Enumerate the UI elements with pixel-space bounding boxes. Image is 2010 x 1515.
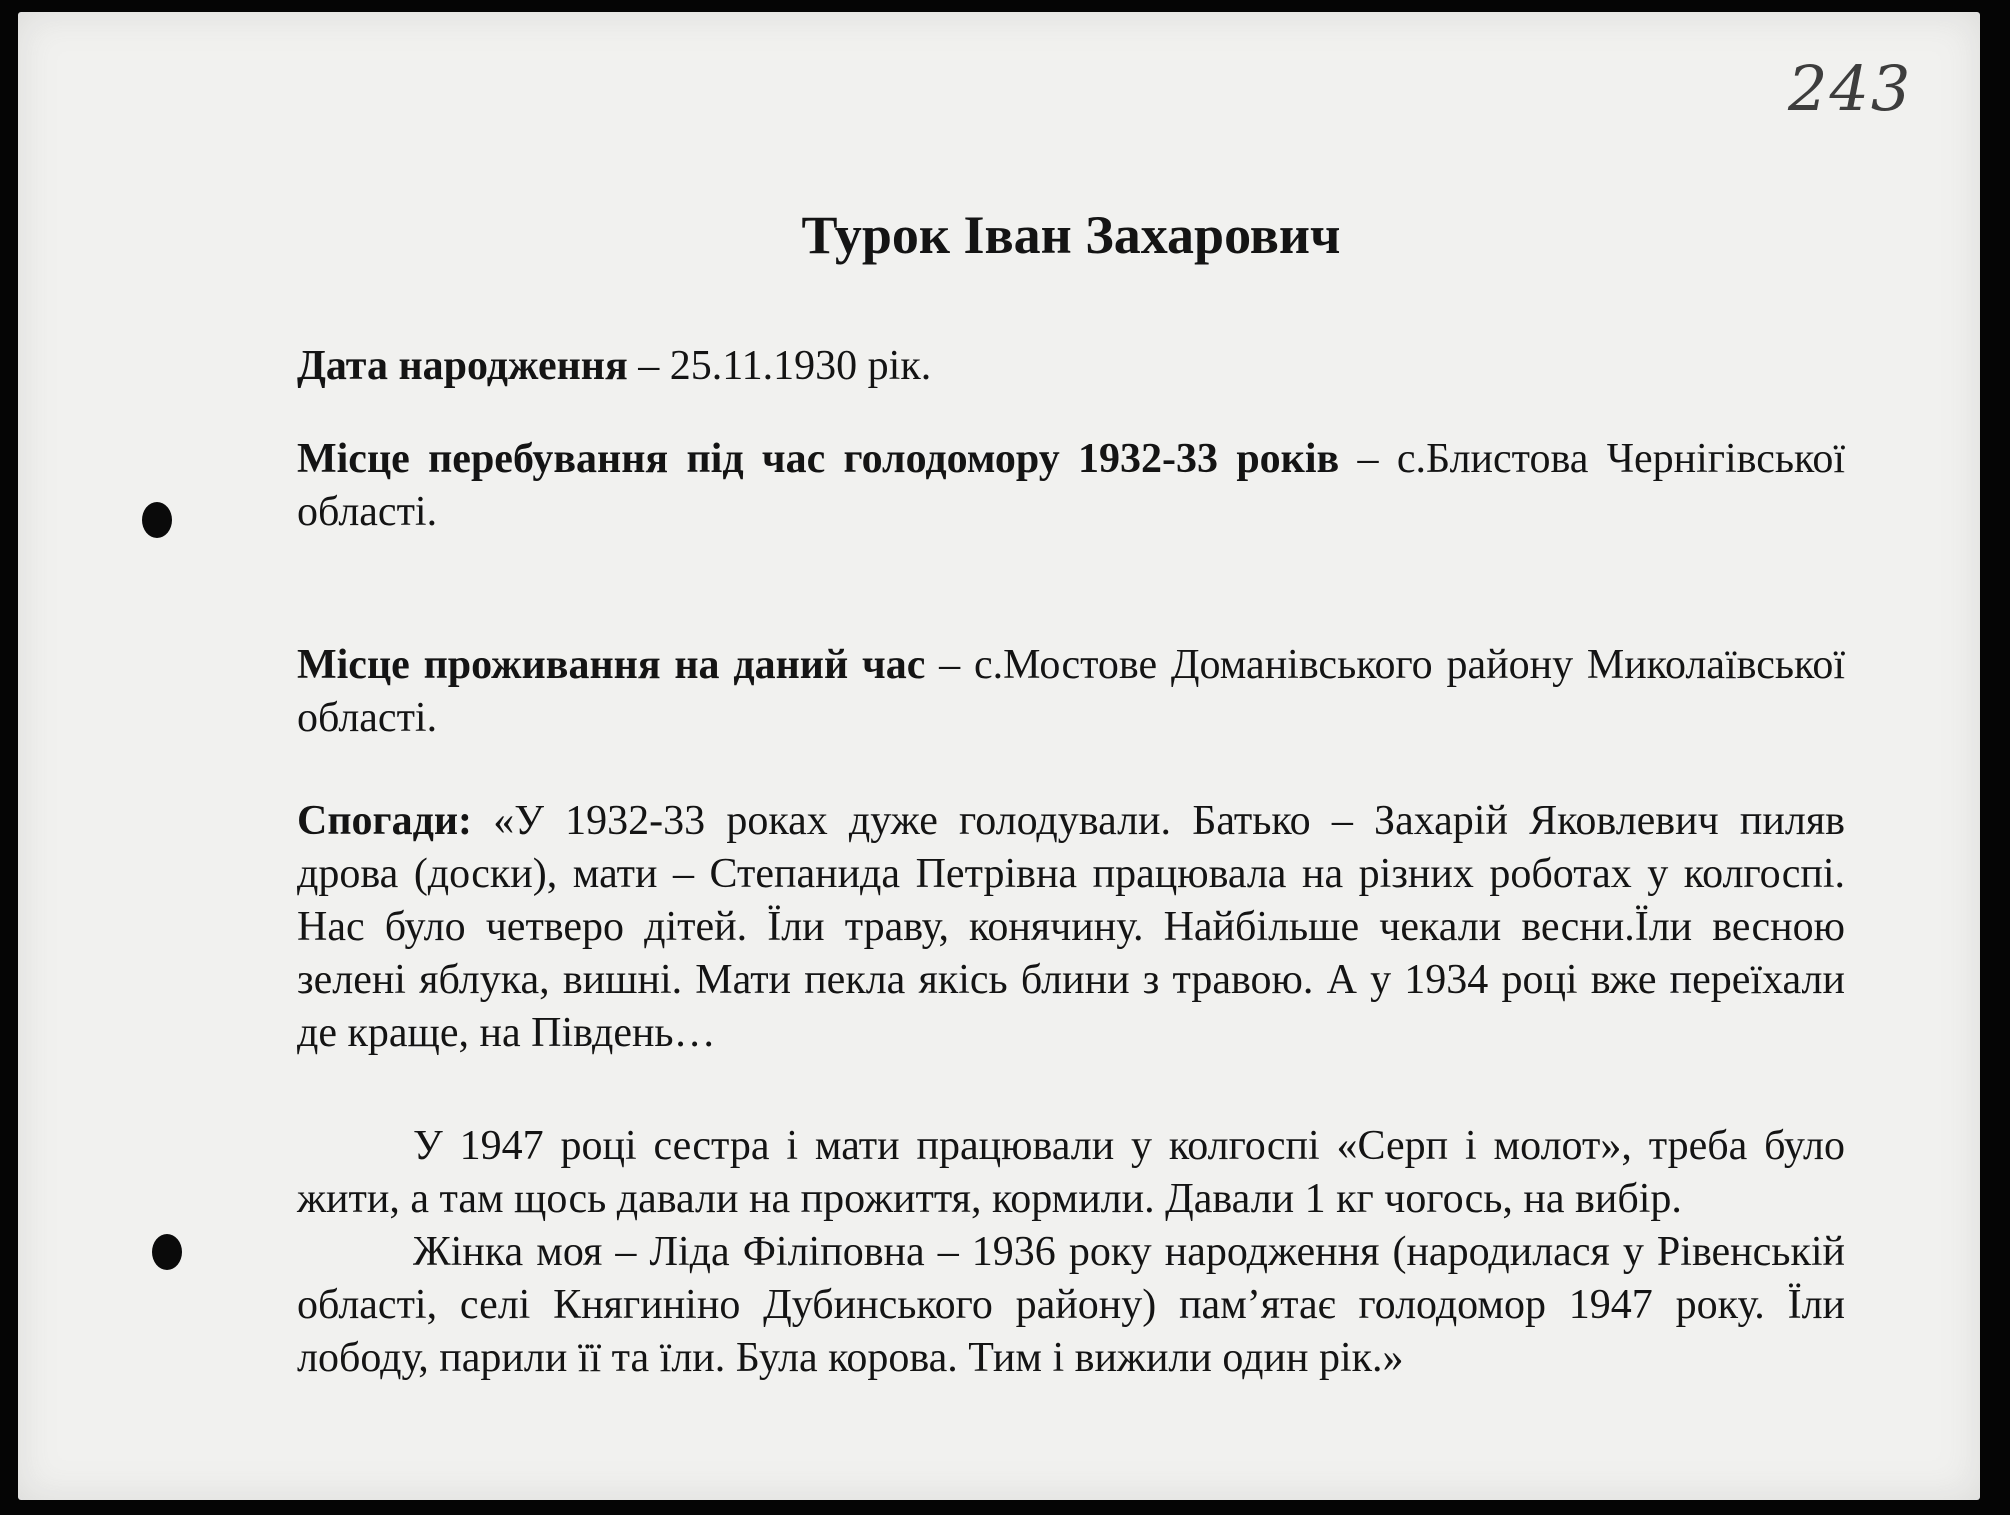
current-place-label: Місце проживання на даний час: [297, 642, 926, 688]
birth-date-label: Дата народження: [297, 343, 628, 389]
birth-date-separator: –: [627, 343, 670, 389]
handwritten-page-number: 243: [1788, 52, 1913, 125]
current-place-value: с.Мостове Доманівського району Миколаївської області.: [297, 642, 1845, 741]
birth-date-value: 25.11.1930 рік.: [669, 343, 932, 389]
famine-place-value: с.Блистова Чернігівської області.: [297, 436, 1845, 535]
famine-place-line: [297, 433, 1845, 539]
memories-paragraph-3: Жінка моя – Ліда Філіповна – 1936 року народження (народилася у Рівенській області, селі Княгиніно Дубинського району) пам’ятає голодомор 1947 року. Їли лободу, парили її та їли. Була корова. Тим і вижили один рік.»: [297, 1229, 1845, 1381]
current-place-separator: –: [925, 642, 974, 688]
memories-label: Спогади:: [297, 798, 473, 844]
document-title: Турок Іван Захарович: [801, 205, 1341, 265]
birth-date-line: [297, 340, 1845, 393]
document-body: [297, 200, 1845, 1385]
punch-hole-top: [142, 502, 172, 538]
memories-paragraph-2: У 1947 році сестра і мати працювали у колгоспі «Серп і молот», треба було жити, а там щось давали на прожиття, кормили. Давали 1 кг чогось, на вибір.: [297, 1123, 1845, 1222]
memories-paragraph-1: [297, 795, 1845, 1060]
current-place-line: [297, 639, 1845, 745]
famine-place-separator: –: [1339, 436, 1397, 482]
memories-text-1: «У 1932-33 роках дуже голодували. Батько – Захарій Яковлевич пиляв дрова (доски), мати – Степанида Петрівна працювала на різних роботах у колгоспі. Нас було четверо дітей. Їли траву, конячину. Найбільше чекали весни.Їли весною зелені яблука, вишні. Мати пекла якісь блини з травою. А у 1934 році вже переїхали де краще, на Південь…: [297, 798, 1845, 1056]
punch-hole-bottom: [152, 1234, 182, 1270]
famine-place-label: Місце перебування під час голодомору 1932-33 років: [297, 436, 1340, 482]
